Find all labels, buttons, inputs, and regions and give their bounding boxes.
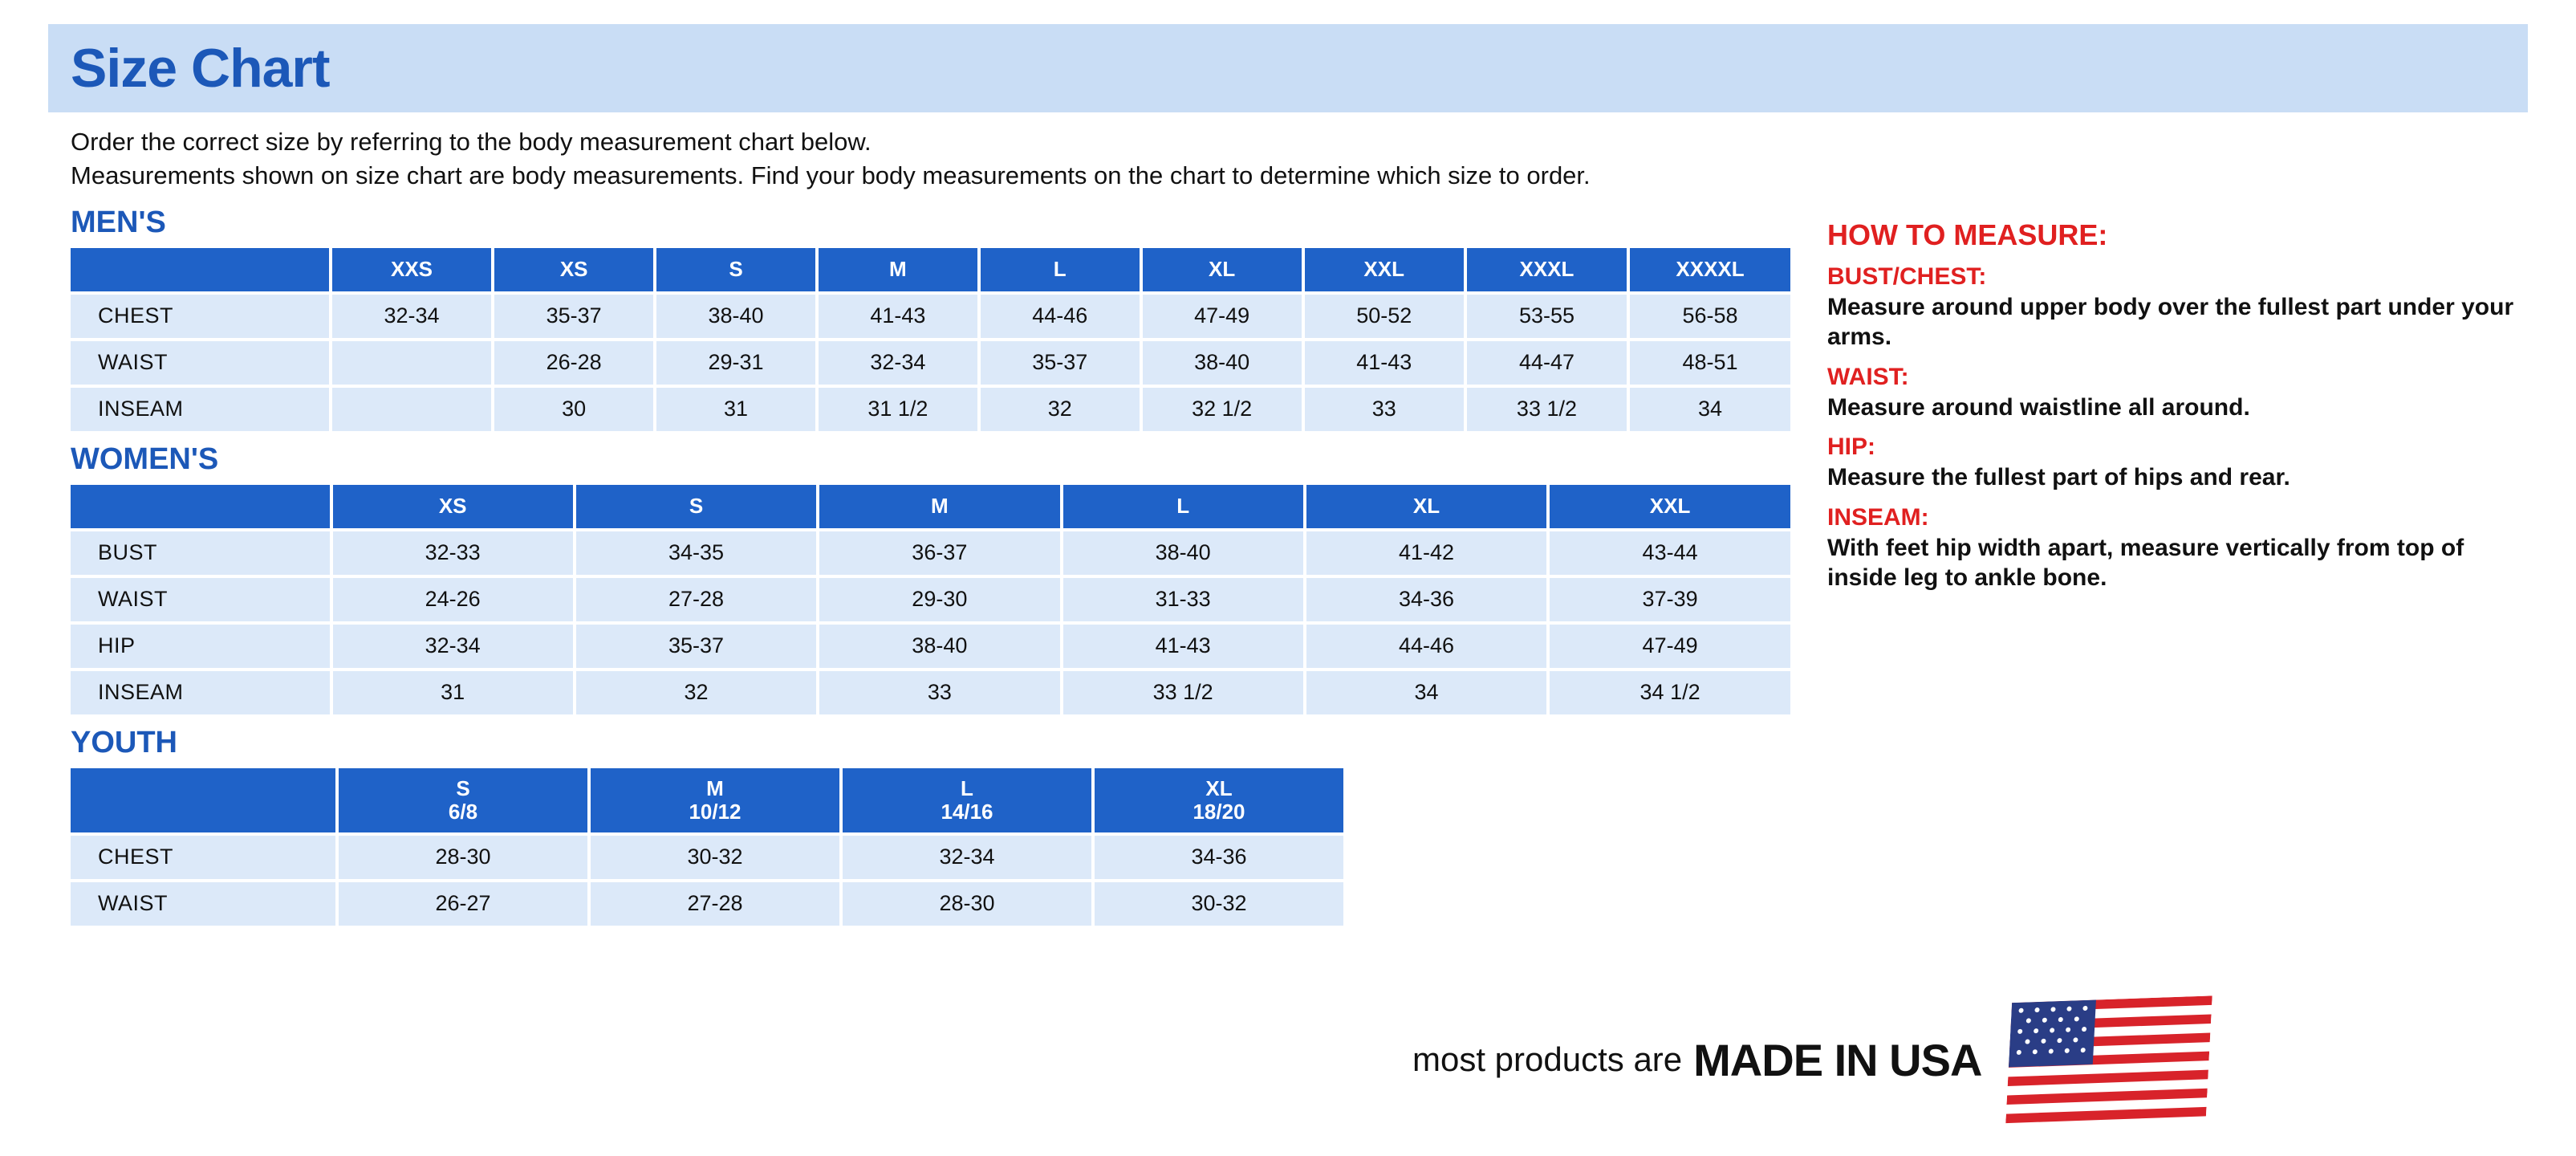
- womens-inseam-l: 33 1/2: [1063, 671, 1303, 714]
- mens-waist-xxxl: 44-47: [1467, 341, 1627, 385]
- section-title-mens: MEN'S: [71, 205, 166, 239]
- mens-chest-s: 38-40: [656, 295, 815, 338]
- mens-chest-xxl: 50-52: [1305, 295, 1464, 338]
- measure-item-hip: [1827, 434, 2528, 493]
- table-row: [71, 625, 1790, 668]
- womens-hip-l: 41-43: [1063, 625, 1303, 668]
- mens-waist-xs: 26-28: [494, 341, 653, 385]
- mens-header-m: M: [819, 248, 977, 291]
- youth-header-l: [843, 768, 1091, 832]
- tables-column: [48, 197, 1794, 929]
- womens-header-xs: XS: [333, 485, 573, 528]
- womens-size-table: [67, 482, 1794, 718]
- youth-header-l-size: L: [961, 776, 973, 801]
- youth-chest-m: 30-32: [591, 836, 839, 879]
- intro-line-1: Order the correct size by referring to the body measurement chart below.: [71, 128, 872, 156]
- table-header-row: [71, 485, 1790, 528]
- table-row: [71, 531, 1790, 575]
- mens-chest-xxxl: 53-55: [1467, 295, 1627, 338]
- womens-header-m: M: [819, 485, 1059, 528]
- youth-header-s: [339, 768, 587, 832]
- measure-item-bust-chest: [1827, 263, 2528, 352]
- measure-body-waist: Measure around waistline all around.: [1827, 393, 2250, 421]
- mens-waist-s: 29-31: [656, 341, 815, 385]
- womens-waist-l: 31-33: [1063, 578, 1303, 621]
- womens-bust-s: 34-35: [576, 531, 816, 575]
- womens-inseam-xs: 31: [333, 671, 573, 714]
- mens-chest-xs: 35-37: [494, 295, 653, 338]
- youth-header-xl-size: XL: [1205, 776, 1233, 801]
- table-row: [71, 341, 1790, 385]
- mens-header-corner: [71, 248, 329, 291]
- mens-inseam-xxxxl: 34: [1630, 388, 1790, 431]
- womens-inseam-s: 32: [576, 671, 816, 714]
- mens-inseam-s: 31: [656, 388, 815, 431]
- womens-row-label-inseam: INSEAM: [71, 671, 330, 714]
- made-in-usa-prefix: most products are: [1412, 1040, 1683, 1078]
- usa-flag-icon: [2006, 995, 2213, 1123]
- mens-waist-xl: 38-40: [1143, 341, 1302, 385]
- womens-waist-m: 29-30: [819, 578, 1059, 621]
- table-row: [71, 836, 1343, 879]
- womens-inseam-xxl: 34 1/2: [1550, 671, 1790, 714]
- womens-hip-xxl: 47-49: [1550, 625, 1790, 668]
- mens-chest-xl: 47-49: [1143, 295, 1302, 338]
- mens-header-xxs: XXS: [332, 248, 491, 291]
- womens-hip-xs: 32-34: [333, 625, 573, 668]
- womens-bust-xxl: 43-44: [1550, 531, 1790, 575]
- section-title-youth: YOUTH: [71, 725, 177, 759]
- page-title: Size Chart: [71, 38, 330, 99]
- intro-line-2: Measurements shown on size chart are body measurements. Find your body measurements on the chart to determine which size to order.: [71, 161, 1591, 189]
- table-row: [71, 671, 1790, 714]
- youth-chest-xl: 34-36: [1095, 836, 1343, 879]
- womens-bust-xs: 32-33: [333, 531, 573, 575]
- mens-chest-m: 41-43: [819, 295, 977, 338]
- mens-inseam-xs: 30: [494, 388, 653, 431]
- table-row: [71, 295, 1790, 338]
- mens-inseam-xl: 32 1/2: [1143, 388, 1302, 431]
- mens-chest-l: 44-46: [981, 295, 1140, 338]
- youth-waist-l: 28-30: [843, 882, 1091, 926]
- womens-header-s: S: [576, 485, 816, 528]
- table-row: [71, 388, 1790, 431]
- mens-waist-m: 32-34: [819, 341, 977, 385]
- mens-chest-xxs: 32-34: [332, 295, 491, 338]
- womens-bust-xl: 41-42: [1306, 531, 1546, 575]
- mens-header-s: S: [656, 248, 815, 291]
- youth-header-m-ages: 10/12: [689, 799, 742, 824]
- youth-header-xl: [1095, 768, 1343, 832]
- womens-row-label-bust: BUST: [71, 531, 330, 575]
- womens-inseam-m: 33: [819, 671, 1059, 714]
- youth-header-l-ages: 14/16: [941, 799, 993, 824]
- measure-item-waist: [1827, 364, 2528, 423]
- mens-header-xxxl: XXXL: [1467, 248, 1627, 291]
- youth-header-xl-ages: 18/20: [1193, 799, 1245, 824]
- mens-waist-xxl: 41-43: [1305, 341, 1464, 385]
- mens-inseam-l: 32: [981, 388, 1140, 431]
- youth-row-label-waist: WAIST: [71, 882, 335, 926]
- size-chart-page: [0, 24, 2576, 1156]
- mens-size-table: [67, 245, 1794, 434]
- womens-header-xl: XL: [1306, 485, 1546, 528]
- measure-heading-waist: WAIST:: [1827, 363, 1909, 390]
- mens-inseam-xxl: 33: [1305, 388, 1464, 431]
- mens-waist-l: 35-37: [981, 341, 1140, 385]
- measure-body-hip: Measure the fullest part of hips and rear.: [1827, 464, 2290, 491]
- made-in-usa-emphasis: MADE IN USA: [1693, 1034, 1982, 1085]
- womens-row-label-waist: WAIST: [71, 578, 330, 621]
- measure-heading-bust-chest: BUST/CHEST:: [1827, 263, 1987, 290]
- womens-waist-xs: 24-26: [333, 578, 573, 621]
- mens-waist-xxs: [332, 341, 491, 385]
- womens-waist-xxl: 37-39: [1550, 578, 1790, 621]
- youth-header-m-size: M: [706, 776, 724, 801]
- youth-header-s-size: S: [456, 776, 470, 801]
- measure-heading-hip: HIP:: [1827, 434, 1875, 461]
- womens-hip-m: 38-40: [819, 625, 1059, 668]
- mens-waist-xxxxl: 48-51: [1630, 341, 1790, 385]
- youth-chest-l: 32-34: [843, 836, 1091, 879]
- mens-row-label-inseam: INSEAM: [71, 388, 329, 431]
- intro-text: [48, 125, 2528, 193]
- how-to-measure-title: HOW TO MEASURE:: [1827, 218, 2108, 251]
- table-header-row: [71, 768, 1343, 832]
- youth-chest-s: 28-30: [339, 836, 587, 879]
- mens-row-label-chest: CHEST: [71, 295, 329, 338]
- title-band: [48, 24, 2528, 112]
- measure-item-inseam: [1827, 504, 2528, 593]
- womens-hip-xl: 44-46: [1306, 625, 1546, 668]
- youth-waist-m: 27-28: [591, 882, 839, 926]
- youth-size-table: [67, 765, 1347, 929]
- mens-header-xs: XS: [494, 248, 653, 291]
- mens-chest-xxxxl: 56-58: [1630, 295, 1790, 338]
- womens-header-l: L: [1063, 485, 1303, 528]
- mens-header-xxxxl: XXXXL: [1630, 248, 1790, 291]
- womens-waist-s: 27-28: [576, 578, 816, 621]
- womens-row-label-hip: HIP: [71, 625, 330, 668]
- measure-body-bust-chest: Measure around upper body over the fullest part under your arms.: [1827, 293, 2514, 351]
- youth-header-s-ages: 6/8: [448, 799, 478, 824]
- made-in-usa-block: [1412, 999, 2209, 1120]
- table-header-row: [71, 248, 1790, 291]
- youth-header-m: [591, 768, 839, 832]
- womens-header-xxl: XXL: [1550, 485, 1790, 528]
- mens-inseam-xxs: [332, 388, 491, 431]
- table-row: [71, 578, 1790, 621]
- womens-bust-m: 36-37: [819, 531, 1059, 575]
- how-to-measure-column: [1794, 197, 2528, 593]
- measure-body-inseam: With feet hip width apart, measure vertically from top of inside leg to ankle bone.: [1827, 534, 2464, 592]
- womens-waist-xl: 34-36: [1306, 578, 1546, 621]
- mens-header-xxl: XXL: [1305, 248, 1464, 291]
- womens-bust-l: 38-40: [1063, 531, 1303, 575]
- youth-waist-xl: 30-32: [1095, 882, 1343, 926]
- section-title-womens: WOMEN'S: [71, 442, 219, 476]
- womens-hip-s: 35-37: [576, 625, 816, 668]
- measure-heading-inseam: INSEAM:: [1827, 503, 1929, 531]
- womens-header-corner: [71, 485, 330, 528]
- youth-header-corner: [71, 768, 335, 832]
- youth-row-label-chest: CHEST: [71, 836, 335, 879]
- content-columns: [48, 197, 2528, 929]
- youth-waist-s: 26-27: [339, 882, 587, 926]
- womens-inseam-xl: 34: [1306, 671, 1546, 714]
- mens-inseam-xxxl: 33 1/2: [1467, 388, 1627, 431]
- mens-header-xl: XL: [1143, 248, 1302, 291]
- mens-row-label-waist: WAIST: [71, 341, 329, 385]
- mens-inseam-m: 31 1/2: [819, 388, 977, 431]
- table-row: [71, 882, 1343, 926]
- mens-header-l: L: [981, 248, 1140, 291]
